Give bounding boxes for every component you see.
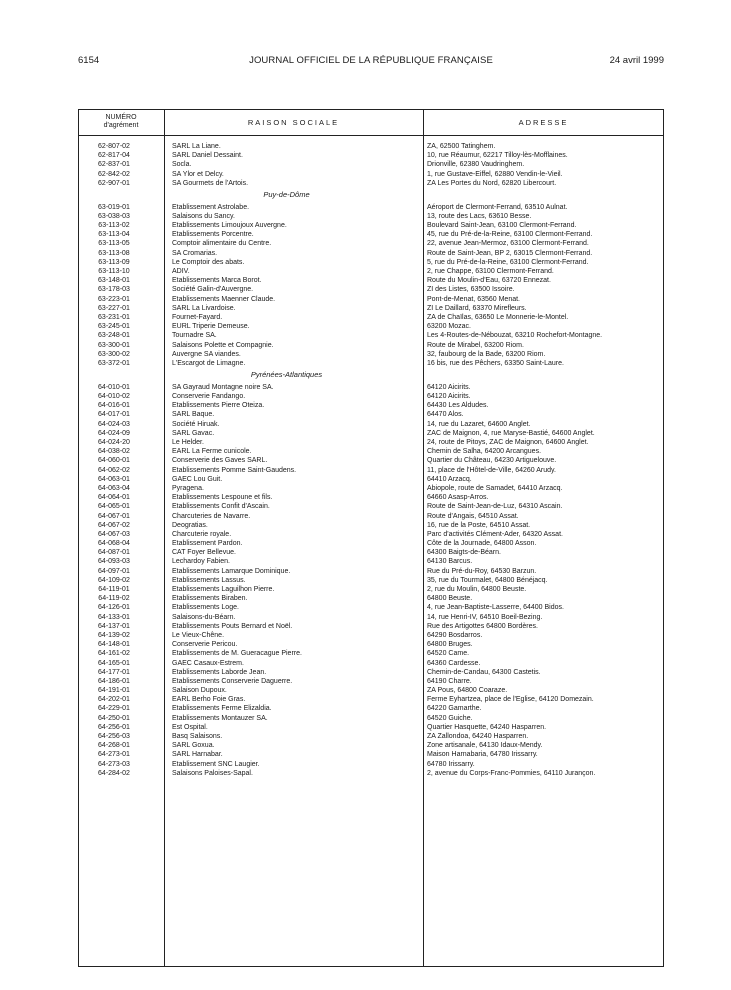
section-heading bbox=[78, 188, 664, 203]
table-row bbox=[78, 142, 664, 151]
table-row bbox=[78, 359, 664, 368]
table-row bbox=[78, 401, 664, 410]
table-row bbox=[78, 276, 664, 285]
company-name: Socla. bbox=[172, 161, 192, 169]
approval-number: 63-300-01 bbox=[98, 341, 130, 349]
address: ZA Pous, 64800 Coaraze. bbox=[427, 687, 508, 695]
table-row bbox=[78, 622, 664, 631]
company-name: Salaisons du Sancy. bbox=[172, 212, 235, 220]
address: 64120 Aicirits. bbox=[427, 383, 471, 391]
table-row bbox=[78, 341, 664, 350]
approval-number: 64-284-02 bbox=[98, 769, 130, 777]
address: Zone artisanale, 64130 Idaux-Mendy. bbox=[427, 742, 543, 750]
table-row bbox=[78, 295, 664, 304]
company-name: SARL Baque. bbox=[172, 411, 215, 419]
approval-number: 64-229-01 bbox=[98, 705, 130, 713]
approval-number: 64-148-01 bbox=[98, 641, 130, 649]
header-numero bbox=[78, 109, 164, 135]
company-name: Etablissements Confit d'Ascain. bbox=[172, 503, 270, 511]
company-name: Le Comptoir des abats. bbox=[172, 258, 245, 266]
company-name: Société Hiruak. bbox=[172, 420, 220, 428]
table-row bbox=[78, 567, 664, 576]
address: Quartier du Château, 64230 Artiguelouve. bbox=[427, 457, 557, 465]
company-name: Etablissements Marca Borot. bbox=[172, 277, 262, 285]
company-name: Charcuteries de Navarre. bbox=[172, 512, 251, 520]
approval-number: 64-119-02 bbox=[98, 595, 130, 603]
approval-number: 64-186-01 bbox=[98, 677, 130, 685]
company-name: Etablissements Conserverie Daguerre. bbox=[172, 677, 293, 685]
address: ZI Le Daillard, 63370 Mirefleurs. bbox=[427, 304, 527, 312]
company-name: Etablissements Limoujoux Auvergne. bbox=[172, 222, 287, 230]
company-name: Etablissement Pardon. bbox=[172, 540, 243, 548]
header-raison-sociale: RAISON SOCIALE bbox=[247, 117, 340, 127]
address: 32, faubourg de la Bade, 63200 Riom. bbox=[427, 350, 546, 358]
company-name: Salaisons-du-Béarn. bbox=[172, 613, 236, 621]
company-name: Le Vieux-Chêne. bbox=[172, 631, 225, 639]
address: 64410 Arzacq. bbox=[427, 475, 472, 483]
address: 22, avenue Jean-Mermoz, 63100 Clermont-Ferrand. bbox=[427, 240, 589, 248]
approval-number: 63-148-01 bbox=[98, 277, 130, 285]
address: 35, rue du Tourmalet, 64800 Bénéjacq. bbox=[427, 576, 548, 584]
company-name: Etablissements Laborde Jean. bbox=[172, 668, 267, 676]
approval-number: 64-063-04 bbox=[98, 484, 130, 492]
approval-number: 64-067-01 bbox=[98, 512, 130, 520]
table-row bbox=[78, 659, 664, 668]
section-title: Puy-de-Dôme bbox=[263, 189, 310, 199]
table-row bbox=[78, 732, 664, 741]
table-row bbox=[78, 741, 664, 750]
company-name: Etablissements Lassus. bbox=[172, 576, 246, 584]
approval-number: 63-113-09 bbox=[98, 258, 130, 266]
address: ZAC de Maignon, 4, rue Maryse-Bastié, 64600 Anglet. bbox=[427, 429, 595, 437]
address: 16 bis, rue des Pêchers, 63350 Saint-Laure. bbox=[427, 359, 564, 367]
company-name: EURL Triperie Demeuse. bbox=[172, 323, 250, 331]
address: 64800 Beuste. bbox=[427, 595, 473, 603]
approval-number: 64-064-01 bbox=[98, 494, 130, 502]
table-row bbox=[78, 160, 664, 169]
approval-number: 64-065-01 bbox=[98, 503, 130, 511]
company-name: Etablissements Porcentre. bbox=[172, 231, 254, 239]
company-name: ADIV. bbox=[172, 268, 190, 276]
approval-number: 64-177-01 bbox=[98, 668, 130, 676]
company-name: SA Gourmets de l'Artois. bbox=[172, 179, 249, 187]
address: 45, rue du Pré-de-la-Reine, 63100 Clermont-Ferrand. bbox=[427, 231, 593, 239]
approval-table bbox=[78, 109, 664, 967]
address: 14, rue Henri-IV, 64510 Boeil-Bezing. bbox=[427, 613, 543, 621]
table-row bbox=[78, 313, 664, 322]
table-row bbox=[78, 179, 664, 188]
company-name: Charcuterie royale. bbox=[172, 530, 232, 538]
address: Abiopole, route de Samadet, 64410 Arzacq. bbox=[427, 484, 563, 492]
table-row bbox=[78, 613, 664, 622]
address: 10, rue Réaumur, 62217 Tilloy-lès-Mofflaines. bbox=[427, 152, 568, 160]
address: 2, avenue du Corps-Franc-Pommies, 64110 Jurançon. bbox=[427, 769, 596, 777]
table-row bbox=[78, 249, 664, 258]
address: Route de Saint-Jean, BP 2, 63015 Clermont-Ferrand. bbox=[427, 249, 593, 257]
table-row bbox=[78, 447, 664, 456]
address: Maison Harnabaria, 64780 Irissarry. bbox=[427, 751, 538, 759]
address: 64120 Aicirits. bbox=[427, 393, 471, 401]
approval-number: 64-256-01 bbox=[98, 723, 130, 731]
address: 13, route des Lacs, 63610 Besse. bbox=[427, 212, 532, 220]
address: Chemin-de-Candau, 64300 Castetis. bbox=[427, 668, 541, 676]
approval-number: 64-016-01 bbox=[98, 402, 130, 410]
company-name: Etablissements Pouts Bernard et Noël. bbox=[172, 622, 293, 630]
approval-number: 64-139-02 bbox=[98, 631, 130, 639]
table-row bbox=[78, 212, 664, 221]
approval-number: 62-837-01 bbox=[98, 161, 130, 169]
table-row bbox=[78, 686, 664, 695]
table-row bbox=[78, 322, 664, 331]
company-name: Etablissements Loge. bbox=[172, 604, 239, 612]
address: 2, rue du Moulin, 64800 Beuste. bbox=[427, 586, 527, 594]
table-row bbox=[78, 502, 664, 511]
table-row bbox=[78, 230, 664, 239]
table-row bbox=[78, 456, 664, 465]
table-row bbox=[78, 594, 664, 603]
table-row bbox=[78, 603, 664, 612]
address: Route d'Angais, 64510 Assat. bbox=[427, 512, 519, 520]
address: ZA Zallondoa, 64240 Hasparren. bbox=[427, 733, 529, 741]
approval-number: 63-113-02 bbox=[98, 222, 130, 230]
table-row bbox=[78, 668, 664, 677]
approval-number: 64-067-02 bbox=[98, 521, 130, 529]
table-row bbox=[78, 484, 664, 493]
address: 64470 Alos. bbox=[427, 411, 464, 419]
address: 64220 Gamarthe. bbox=[427, 705, 482, 713]
table-row bbox=[78, 420, 664, 429]
approval-number: 63-300-02 bbox=[98, 350, 130, 358]
company-name: Conserverie des Gaves SARL. bbox=[172, 457, 268, 465]
company-name: EARL La Ferme cunicole. bbox=[172, 448, 252, 456]
journal-title: JOURNAL OFFICIEL DE LA RÉPUBLIQUE FRANÇAISE bbox=[249, 55, 493, 66]
table-row bbox=[78, 557, 664, 566]
company-name: EARL Berho Foie Gras. bbox=[172, 696, 246, 704]
company-name: Etablissements de M. Gueracague Pierre. bbox=[172, 650, 302, 658]
header-numero-line2: d'agrément bbox=[103, 122, 139, 129]
table-row bbox=[78, 723, 664, 732]
approval-number: 64-062-02 bbox=[98, 466, 130, 474]
company-name: Fournet-Fayard. bbox=[172, 313, 223, 321]
company-name: CAT Foyer Bellevue. bbox=[172, 549, 236, 557]
address: 64780 Irissarry. bbox=[427, 760, 475, 768]
table-row bbox=[78, 151, 664, 160]
table-row bbox=[78, 438, 664, 447]
table-row bbox=[78, 221, 664, 230]
address: Côte de la Journade, 64800 Asson. bbox=[427, 540, 537, 548]
approval-number: 62-817-04 bbox=[98, 152, 130, 160]
company-name: Lechardoy Fabien. bbox=[172, 558, 230, 566]
table-header-rule bbox=[78, 135, 664, 136]
approval-number: 63-038-03 bbox=[98, 212, 130, 220]
company-name: Deogratias. bbox=[172, 521, 208, 529]
approval-number: 64-024-09 bbox=[98, 429, 130, 437]
table-row bbox=[78, 521, 664, 530]
company-name: Etablissement Astrolabe. bbox=[172, 203, 250, 211]
section-heading bbox=[78, 368, 664, 383]
address: 64430 Les Aldudes. bbox=[427, 402, 489, 410]
section-title: Pyrénées-Atlantiques bbox=[250, 370, 323, 380]
approval-number: 64-273-03 bbox=[98, 760, 130, 768]
company-name: SARL La Livardoise. bbox=[172, 304, 236, 312]
approval-number: 64-161-02 bbox=[98, 650, 130, 658]
table-row bbox=[78, 548, 664, 557]
approval-number: 64-256-03 bbox=[98, 733, 130, 741]
table-row bbox=[78, 466, 664, 475]
approval-number: 64-060-01 bbox=[98, 457, 130, 465]
table-row bbox=[78, 714, 664, 723]
approval-number: 62-842-02 bbox=[98, 170, 130, 178]
company-name: Conserverie Fandango. bbox=[172, 393, 246, 401]
company-name: Etablissements Ferme Elizaldia. bbox=[172, 705, 272, 713]
address: Boulevard Saint-Jean, 63100 Clermont-Ferrand. bbox=[427, 222, 577, 230]
company-name: SA Gayraud Montagne noire SA. bbox=[172, 383, 274, 391]
company-name: Salaison Dupoux. bbox=[172, 687, 227, 695]
table-row bbox=[78, 649, 664, 658]
table-bottom-border bbox=[78, 966, 664, 967]
approval-number: 64-202-01 bbox=[98, 696, 130, 704]
approval-number: 64-087-01 bbox=[98, 549, 130, 557]
company-name: SARL Harnabar. bbox=[172, 751, 223, 759]
address: 64130 Barcus. bbox=[427, 558, 473, 566]
table-row bbox=[78, 350, 664, 359]
approval-number: 64-126-01 bbox=[98, 604, 130, 612]
address: 14, rue du Lazaret, 64600 Anglet. bbox=[427, 420, 531, 428]
company-name: SA Ylor et Delcy. bbox=[172, 170, 224, 178]
address: ZA Les Portes du Nord, 62820 Libercourt. bbox=[427, 179, 557, 187]
address: 64800 Bruges. bbox=[427, 641, 473, 649]
table-row bbox=[78, 410, 664, 419]
approval-number: 62-907-01 bbox=[98, 179, 130, 187]
table-row bbox=[78, 512, 664, 521]
company-name: L'Escargot de Limagne. bbox=[172, 359, 246, 367]
table-row bbox=[78, 429, 664, 438]
approval-number: 63-178-03 bbox=[98, 286, 130, 294]
approval-number: 64-250-01 bbox=[98, 714, 130, 722]
company-name: Etablissements Laguilhon Pierre. bbox=[172, 586, 275, 594]
company-name: Conserverie Pericou. bbox=[172, 641, 238, 649]
company-name: SARL La Liane. bbox=[172, 143, 221, 150]
table-row bbox=[78, 576, 664, 585]
table-row bbox=[78, 493, 664, 502]
page-number: 6154 bbox=[78, 55, 100, 66]
address: Chemin de Salha, 64200 Arcangues. bbox=[427, 448, 542, 456]
company-name: GAEC Casaux-Estrem. bbox=[172, 659, 244, 667]
company-name: SARL Daniel Dessaint. bbox=[172, 152, 243, 160]
company-name: Etablissements Biraben. bbox=[172, 595, 248, 603]
address: 1, rue Gustave-Eiffel, 62880 Vendin-le-Vieil. bbox=[427, 170, 563, 178]
table-row bbox=[78, 750, 664, 759]
address: 11, place de l'Hôtel-de-Ville, 64260 Arudy. bbox=[427, 466, 556, 474]
company-name: Tournadre SA. bbox=[172, 332, 217, 340]
approval-number: 64-093-03 bbox=[98, 558, 130, 566]
address: Aéroport de Clermont-Ferrand, 63510 Aulnat. bbox=[427, 203, 568, 211]
table-body bbox=[78, 142, 664, 778]
address: ZA de Chaïlas, 63650 Le Monnerie-le-Montel. bbox=[427, 313, 569, 321]
company-name: GAEC Lou Guit. bbox=[172, 475, 223, 483]
table-row bbox=[78, 769, 664, 778]
approval-number: 64-097-01 bbox=[98, 567, 130, 575]
table-row bbox=[78, 304, 664, 313]
approval-number: 64-024-03 bbox=[98, 420, 130, 428]
table-row bbox=[78, 631, 664, 640]
company-name: Etablissement SNC Laugier. bbox=[172, 760, 260, 768]
table-row bbox=[78, 392, 664, 401]
company-name: Auvergne SA viandes. bbox=[172, 350, 241, 358]
approval-number: 64-024-20 bbox=[98, 439, 130, 447]
address: Ferme Eyhartzea, place de l'Eglise, 64120 Domezain. bbox=[427, 696, 594, 704]
table-row bbox=[78, 539, 664, 548]
table-row bbox=[78, 239, 664, 248]
company-name: Etablissements Lespoune et fils. bbox=[172, 494, 273, 502]
table-row bbox=[78, 203, 664, 212]
address: 2, rue Chappe, 63100 Clermont-Ferrand. bbox=[427, 268, 554, 276]
address: ZA, 62500 Tatinghem. bbox=[427, 143, 496, 150]
address: Drionville, 62380 Vaudringhem. bbox=[427, 161, 525, 169]
address: ZI des Listes, 63500 Issoire. bbox=[427, 286, 515, 294]
company-name: SARL Goxua. bbox=[172, 742, 215, 750]
approval-number: 64-165-01 bbox=[98, 659, 130, 667]
approval-number: 64-137-01 bbox=[98, 622, 130, 630]
address: Route de Saint-Jean-de-Luz, 64310 Ascain. bbox=[427, 503, 563, 511]
table-row bbox=[78, 383, 664, 392]
company-name: Pyragena. bbox=[172, 484, 204, 492]
approval-number: 64-268-01 bbox=[98, 742, 130, 750]
approval-number: 63-248-01 bbox=[98, 332, 130, 340]
company-name: SA Cromarias. bbox=[172, 249, 218, 257]
table-row bbox=[78, 695, 664, 704]
company-name: SARL Gavac. bbox=[172, 429, 215, 437]
table-row bbox=[78, 267, 664, 276]
address: 24, route de Pitoys, ZAC de Maignon, 64600 Anglet. bbox=[427, 439, 589, 447]
address: 64660 Asasp-Arros. bbox=[427, 494, 489, 502]
company-name: Salaisons Polette et Compagnie. bbox=[172, 341, 274, 349]
address: Route de Mirabel, 63200 Riom. bbox=[427, 341, 524, 349]
address: Rue du Pré-du-Roy, 64530 Barzun. bbox=[427, 567, 537, 575]
address: 5, rue du Pré-de-la-Reine, 63100 Clermont-Ferrand. bbox=[427, 258, 589, 266]
approval-number: 63-223-01 bbox=[98, 295, 130, 303]
table-row bbox=[78, 258, 664, 267]
address: 64520 Came. bbox=[427, 650, 470, 658]
table-row bbox=[78, 640, 664, 649]
header-adresse: ADRESSE bbox=[518, 117, 569, 127]
table-row bbox=[78, 585, 664, 594]
approval-number: 64-010-02 bbox=[98, 393, 130, 401]
approval-number: 64-119-01 bbox=[98, 586, 130, 594]
address: 64300 Baigts-de-Béarn. bbox=[427, 549, 501, 557]
table-row bbox=[78, 475, 664, 484]
address: 64190 Charre. bbox=[427, 677, 472, 685]
address: Pont-de-Menat, 63560 Menat. bbox=[427, 295, 521, 303]
approval-number: 63-231-01 bbox=[98, 313, 130, 321]
table-row bbox=[78, 677, 664, 686]
company-name: Basq Salaisons. bbox=[172, 733, 223, 741]
address: 64360 Cardesse. bbox=[427, 659, 481, 667]
approval-number: 64-017-01 bbox=[98, 411, 130, 419]
company-name: Salaisons Paloises-Sapal. bbox=[172, 769, 253, 777]
approval-number: 64-063-01 bbox=[98, 475, 130, 483]
address: 63200 Mozac. bbox=[427, 323, 471, 331]
approval-number: 63-019-01 bbox=[98, 203, 130, 211]
table-row bbox=[78, 760, 664, 769]
table-row bbox=[78, 285, 664, 294]
address: 64290 Bosdarros. bbox=[427, 631, 483, 639]
approval-number: 63-113-05 bbox=[98, 240, 130, 248]
address: 4, rue Jean-Baptiste-Lasserre, 64400 Bidos. bbox=[427, 604, 564, 612]
table-row bbox=[78, 331, 664, 340]
address: Route du Moulin-d'Eau, 63720 Ennezat. bbox=[427, 277, 551, 285]
approval-number: 64-067-03 bbox=[98, 530, 130, 538]
address: 64520 Guiche. bbox=[427, 714, 473, 722]
address: 16, rue de la Poste, 64510 Assat. bbox=[427, 521, 531, 529]
publication-date: 24 avril 1999 bbox=[609, 55, 664, 66]
company-name: Etablissements Pierre Oteiza. bbox=[172, 402, 265, 410]
company-name: Est Ospital. bbox=[172, 723, 208, 731]
approval-number: 63-113-08 bbox=[98, 249, 130, 257]
header-numero-line1: NUMÉRO bbox=[105, 114, 137, 121]
company-name: Le Helder. bbox=[172, 439, 204, 447]
address: Quartier Hasquette, 64240 Hasparren. bbox=[427, 723, 547, 731]
company-name: Comptoir alimentaire du Centre. bbox=[172, 240, 272, 248]
table-row bbox=[78, 704, 664, 713]
approval-number: 64-038-02 bbox=[98, 448, 130, 456]
company-name: Etablissements Maenner Claude. bbox=[172, 295, 276, 303]
page-header bbox=[78, 55, 664, 69]
approval-number: 63-113-04 bbox=[98, 231, 130, 239]
company-name: Etablissements Lamarque Dominique. bbox=[172, 567, 291, 575]
company-name: Etablissements Montauzer SA. bbox=[172, 714, 268, 722]
company-name: Etablissements Pomme Saint-Gaudens. bbox=[172, 466, 297, 474]
approval-number: 64-109-02 bbox=[98, 576, 130, 584]
address: Les 4-Routes-de-Nébouzat, 63210 Rochefort-Montagne. bbox=[427, 332, 603, 340]
approval-number: 64-133-01 bbox=[98, 613, 130, 621]
approval-number: 64-191-01 bbox=[98, 687, 130, 695]
company-name: Société Galin-d'Auvergne. bbox=[172, 286, 254, 294]
approval-number: 64-010-01 bbox=[98, 383, 130, 391]
address: Rue des Artigottes 64800 Bordères. bbox=[427, 622, 538, 630]
table-row bbox=[78, 170, 664, 179]
approval-number: 63-372-01 bbox=[98, 359, 130, 367]
address: Parc d'activités Clément-Ader, 64320 Assat. bbox=[427, 530, 563, 538]
approval-number: 64-273-01 bbox=[98, 751, 130, 759]
approval-number: 62-807-02 bbox=[98, 143, 130, 150]
table-row bbox=[78, 530, 664, 539]
approval-number: 63-227-01 bbox=[98, 304, 130, 312]
approval-number: 64-068-04 bbox=[98, 540, 130, 548]
approval-number: 63-113-10 bbox=[98, 268, 130, 276]
approval-number: 63-245-01 bbox=[98, 323, 130, 331]
